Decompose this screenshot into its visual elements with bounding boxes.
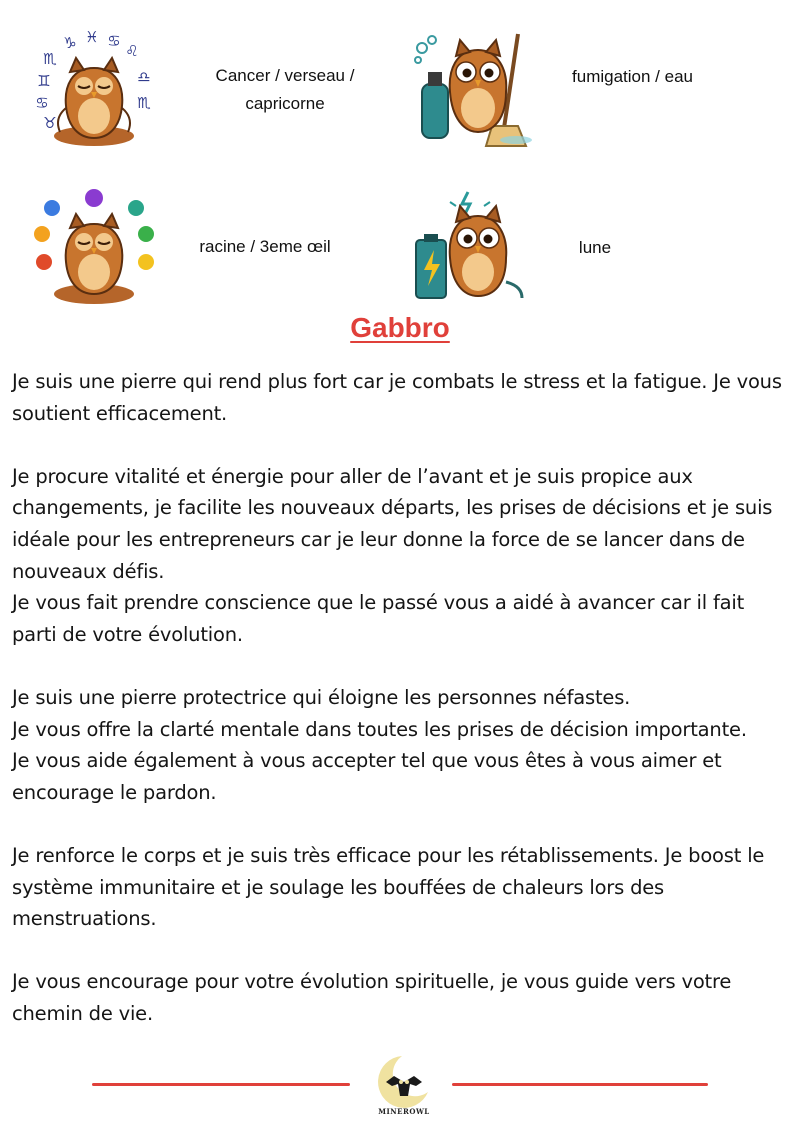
description-text xyxy=(12,366,790,1029)
svg-text:♌: ♌ xyxy=(125,42,139,60)
paragraph: Je suis une pierre qui rend plus fort car je combats le stress et la fatigue. Je vous soutient efficacement. xyxy=(12,370,782,425)
paragraph: Je vous offre la clarté mentale dans toutes les prises de décision importante. xyxy=(12,717,747,741)
page-title: Gabbro xyxy=(350,312,450,343)
paragraph: Je suis une pierre protectrice qui éloigne les personnes néfastes. xyxy=(12,685,631,709)
svg-text:♏: ♏ xyxy=(43,50,57,68)
grid-label-chakras: racine / 3eme œil xyxy=(199,237,331,256)
paragraph: Je procure vitalité et énergie pour aller de l’avant et je suis propice aux changements, je facilite les nouveaux départs, les prises de décisions et je suis idéale pour les entrepreneurs car je leur donne la force de se lancer dans de nouveaux défis. xyxy=(12,464,773,583)
footer-rule-left xyxy=(92,1083,350,1086)
svg-text:♏: ♏ xyxy=(137,94,151,112)
moon-owl-logo-icon xyxy=(372,1052,436,1118)
paragraph: Je renforce le corps et je suis très efficace pour les rétablissements. Je boost le système immunitaire et je soulage les bouffées de chaleurs lors des menstruations. xyxy=(12,843,765,931)
grid-label-cleansing: fumigation / eau xyxy=(572,67,693,86)
zodiac-owl-icon xyxy=(30,28,160,150)
footer-rule-right xyxy=(452,1083,708,1086)
grid-label-signs-line2: capricorne xyxy=(245,94,325,113)
svg-text:♎: ♎ xyxy=(137,68,151,86)
paragraph: Je vous encourage pour votre évolution spirituelle, je vous guide vers votre chemin de vie. xyxy=(12,970,732,1025)
chakra-owl-icon xyxy=(30,186,160,308)
svg-text:♋: ♋ xyxy=(35,94,49,112)
paragraph: Je vous aide également à vous accepter tel que vous êtes à vous aimer et encourage le pardon. xyxy=(12,749,722,804)
svg-text:♋: ♋ xyxy=(107,32,121,50)
svg-text:♓: ♓ xyxy=(85,28,99,46)
grid-label-signs xyxy=(170,62,400,118)
grid-label-planet: lune xyxy=(578,238,612,257)
brand-label: MINEROWL xyxy=(378,1107,430,1116)
battery-owl-icon xyxy=(410,186,534,304)
svg-text:♊: ♊ xyxy=(37,72,51,90)
cleaning-owl-icon xyxy=(408,28,536,148)
svg-text:♑: ♑ xyxy=(63,34,77,52)
grid-label-signs-line1: Cancer / verseau / xyxy=(215,66,355,85)
paragraph: Je vous fait prendre conscience que le passé vous a aidé à avancer car il fait parti de votre évolution. xyxy=(12,591,745,646)
svg-text:♉: ♉ xyxy=(43,114,57,132)
